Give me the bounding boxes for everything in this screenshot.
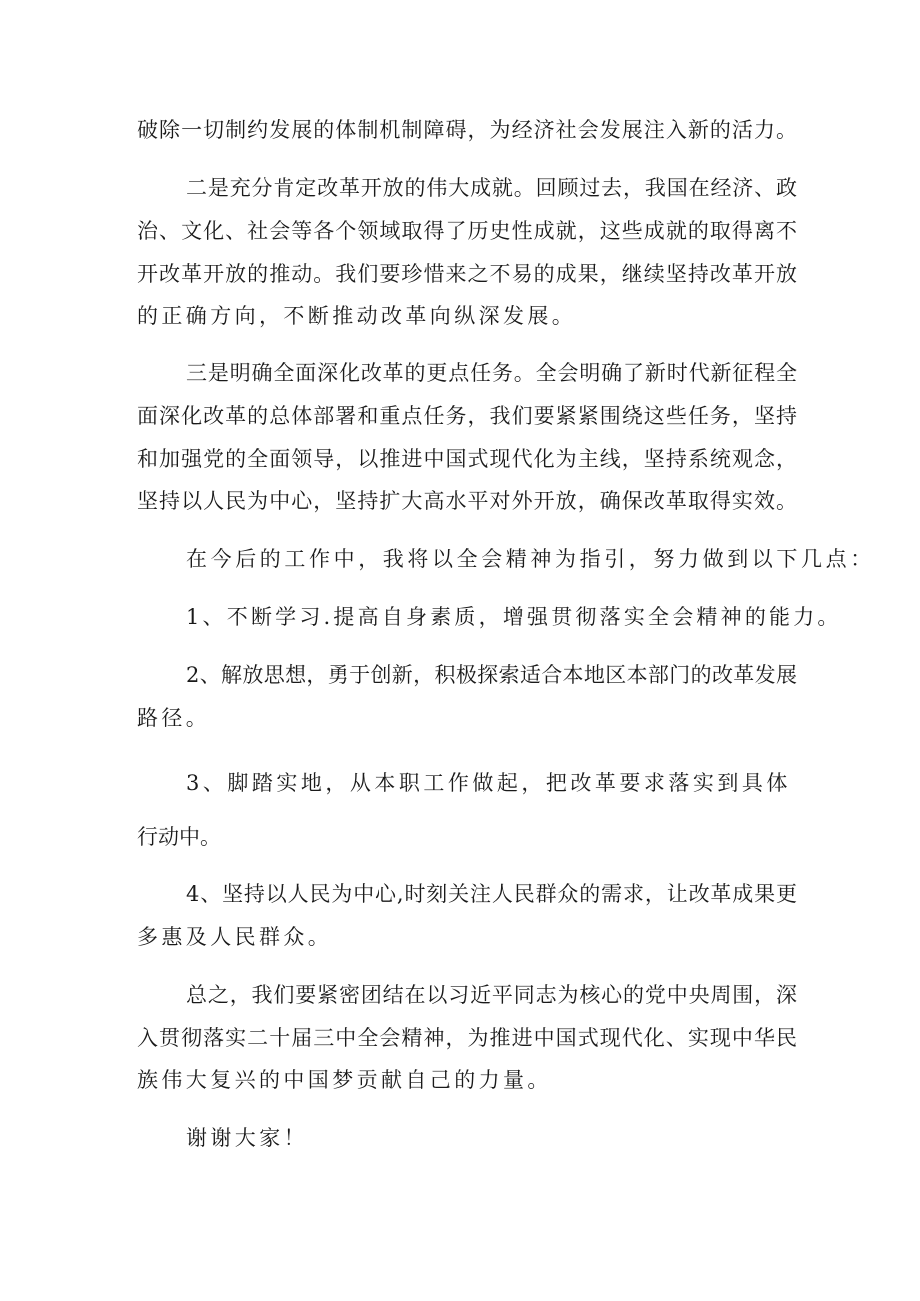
text-line: 的正确方向，不断推动改革向纵深发展。 xyxy=(137,304,577,328)
list-item-2: 2、解放思想，勇于创新，积极探索适合本地区本部门的改革发展 xyxy=(186,663,797,687)
text-line: 开改革开放的推动。我们要珍惜来之不易的成果，继续坚持改革开放 xyxy=(137,262,797,286)
list-item-1: 1、不断学习.提高自身素质，增强贯彻落实全会精神的能力。 xyxy=(186,605,842,629)
paragraph-opening-line: 三是明确全面深化改革的更点任务。全会明确了新时代新征程全 xyxy=(186,361,797,385)
paragraph-opening-line: 在今后的工作中，我将以全会精神为指引，努力做到以下几点： xyxy=(186,547,875,571)
text-line: 多惠及人民群众。 xyxy=(137,925,333,949)
text-line: 行动中。 xyxy=(137,825,221,849)
text-line: 治、文化、社会等各个领域取得了历史性成就，这些成就的取得离不 xyxy=(137,219,797,243)
text-line: 路径。 xyxy=(137,706,211,730)
paragraph-opening-line: 二是充分肯定改革开放的伟大成就。回顾过去，我国在经济、政 xyxy=(186,176,797,200)
text-line: 和加强党的全面领导，以推进中国式现代化为主线，坚持系统观念， xyxy=(137,447,797,471)
list-item-4: 4、坚持以人民为中心,时刻关注人民群众的需求，让改革成果更 xyxy=(186,882,797,906)
text-line: 破除一切制约发展的体制机制障碍，为经济社会发展注入新的活力。 xyxy=(137,118,797,142)
text-line: 入贯彻落实二十届三中全会精神，为推进中国式现代化、实现中华民 xyxy=(137,1026,797,1050)
list-item-3: 3、脚踏实地，从本职工作做起，把改革要求落实到具体 xyxy=(186,771,791,795)
paragraph-opening-line: 总之，我们要紧密团结在以习近平同志为核心的党中央周围，深 xyxy=(186,983,797,1007)
text-line: 面深化改革的总体部署和重点任务，我们要紧紧围绕这些任务，坚持 xyxy=(137,404,797,428)
closing-line: 谢谢大家！ xyxy=(186,1126,308,1150)
text-line: 族伟大复兴的中国梦贡献自己的力量。 xyxy=(137,1068,552,1092)
text-line: 坚持以人民为中心，坚持扩大高水平对外开放，确保改革取得实效。 xyxy=(137,489,797,513)
